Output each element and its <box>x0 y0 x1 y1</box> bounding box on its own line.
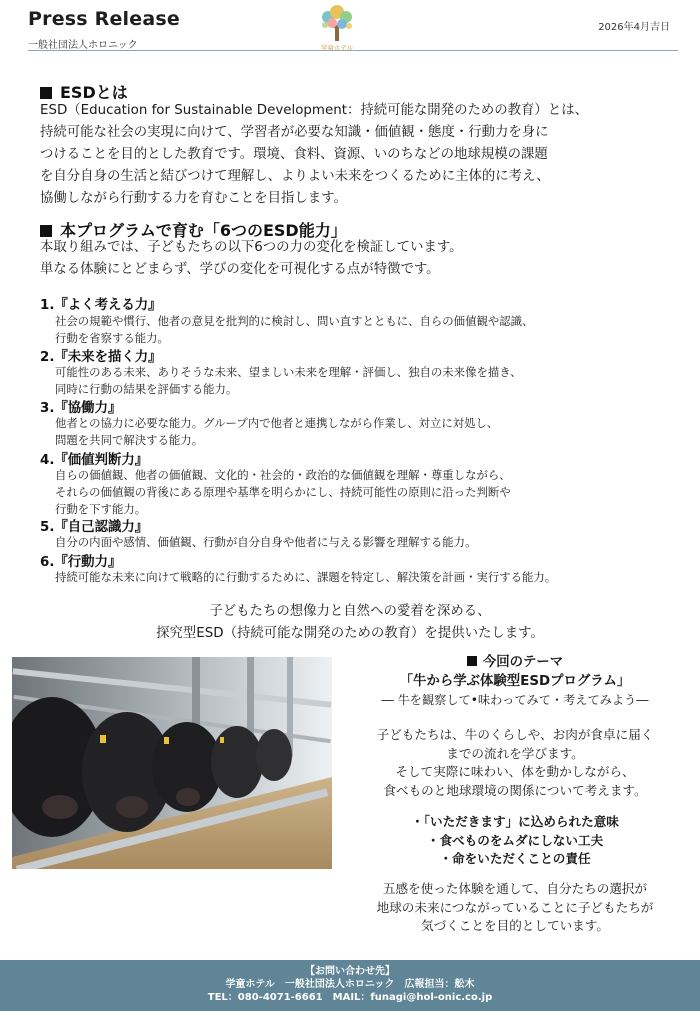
esd-line: 協働しながら行動する力を育むことを目指します。 <box>40 191 347 206</box>
org-name: 一般社団法人ホロニック <box>28 40 138 51</box>
theme-conclusion-line: 気づくことを目的としています。 <box>421 918 609 933</box>
ability-desc <box>55 415 675 449</box>
theme-label-text: 今回のテーマ <box>482 655 564 670</box>
program-paragraph <box>40 237 670 281</box>
cattle-photo-svg <box>12 657 332 869</box>
esd-line: 持続可能な社会の実現に向けて、学習者が必要な知識・価値観・態度・行動力を身に <box>40 125 549 140</box>
theme-point: ・命をいただくことの責任 <box>439 851 591 866</box>
closing-line: 探究型ESD（持続可能な開発のための教育）を提供いたします。 <box>156 626 544 641</box>
contact-footer <box>0 960 700 1011</box>
theme-point: ・「いただきます」に込められた意味 <box>411 814 619 829</box>
program-line: 本取り組みでは、子どもたちの以下6つの力の変化を検証しています。 <box>40 240 463 255</box>
esd-line: を自分自身の生活と結びつけて理解し、よりよい未来をつくるために主体的に考え、 <box>40 169 550 184</box>
ability-title: 6.『行動力』 <box>40 555 122 570</box>
theme-body-line: 子どもたちは、牛のくらしや、お肉が食卓に届く <box>376 727 654 742</box>
ability-desc <box>55 364 675 398</box>
theme-conclusion-line: 地球の未来につながっていることに子どもたちが <box>376 899 654 915</box>
theme-body <box>340 726 690 800</box>
esd-paragraph <box>40 100 670 210</box>
page-title: Press Release <box>28 8 180 30</box>
tree-logo-svg <box>314 3 360 45</box>
ability-desc-line: 行動を下す能力。 <box>55 502 147 516</box>
ability-desc-line: 同時に行動の結果を評価する能力。 <box>55 382 238 396</box>
program-line: 単なる体験にとどまらず、学びの変化を可視化する点が特徴です。 <box>40 262 440 277</box>
ability-desc-line: それらの価値観の背後にある原理や基準を明らかにし、持続可能性の原則に沿った判断や <box>55 485 511 499</box>
contact-tel-line[interactable]: TEL：080-4071-6661 MAIL：funagi@hol-onic.co.jp <box>207 992 493 1003</box>
ability-desc-line: 可能性のある未来、ありそうな未来、望ましい未来を理解・評価し、独自の未来像を描き、 <box>55 365 522 379</box>
ability-desc-line: 持続可能な未来に向けて戦略的に行動するために、課題を特定し、解決策を計画・実行する能力。 <box>55 570 557 584</box>
release-date: 2026年4月吉日 <box>598 22 670 33</box>
ability-desc-line: 問題を共同で解決する能力。 <box>55 433 204 447</box>
theme-points <box>340 813 690 869</box>
ability-desc <box>55 569 675 586</box>
theme-point: ・食べものをムダにしない工夫 <box>426 832 604 848</box>
ability-title: 2.『未来を描く力』 <box>40 350 162 365</box>
ability-desc-line: 行動を省察する能力。 <box>55 331 169 345</box>
ability-desc-line: 社会の規範や慣行、他者の意見を批判的に検討し、問い直すとともに、自らの価値観や認識、 <box>55 314 534 328</box>
closing-statement <box>40 601 660 645</box>
theme-conclusion <box>340 880 690 936</box>
esd-line: ESD（Education for Sustainable Development：持続可能な開発のための教育）とは、 <box>40 103 588 118</box>
theme-body-line: そして実際に味わい、体を動かしながら、 <box>395 764 635 779</box>
header <box>0 0 700 56</box>
theme-body-line: までの流れを学びます。 <box>446 745 584 761</box>
tree-logo-icon <box>314 3 360 53</box>
cattle-photo <box>12 657 332 869</box>
contact-label: 【お問い合わせ先】 <box>305 966 395 977</box>
esd-heading-text: ESDとは <box>60 83 128 102</box>
ability-desc <box>55 313 675 347</box>
ability-desc <box>55 467 675 518</box>
ability-desc-line: 自らの価値観、他者の価値観、文化的・社会的・政治的な価値観を理解・尊重しながら、 <box>55 468 511 482</box>
theme-conclusion-line: 五感を使った体験を通して、自分たちの選択が <box>382 881 648 896</box>
logo-text: 学童ホテル <box>320 44 354 52</box>
theme-section <box>340 653 690 710</box>
program-heading-text: 本プログラムで育む「6つのESD能力」 <box>60 221 347 240</box>
contact-org-line: 学童ホテル 一般社団法人ホロニック 広報担当：舩木 <box>225 979 475 990</box>
square-bullet-icon <box>40 87 52 99</box>
ability-title: 5.『自己認識力』 <box>40 520 149 535</box>
ability-desc-line: 他者との協力に必要な能力。グループ内で他者と連携しながら作業し、対立に対処し、 <box>55 416 499 430</box>
square-bullet-icon <box>467 656 477 666</box>
ability-desc <box>55 534 675 551</box>
theme-body-line: 食べものと地球環境の関係について考えます。 <box>383 782 647 798</box>
esd-line: つけることを目的とした教育です。環境、食料、資源、いのちなどの地球規模の課題 <box>40 147 548 162</box>
header-divider <box>28 50 678 51</box>
ability-title: 1.『よく考える力』 <box>40 298 162 313</box>
theme-title: 「牛から学ぶ体験型ESDプログラム」 <box>399 674 631 689</box>
square-bullet-icon <box>40 225 52 237</box>
theme-label <box>340 653 690 672</box>
ability-title: 3.『協働力』 <box>40 401 122 416</box>
theme-subtitle: ― 牛を観察して•味わってみて・考えてみよう― <box>381 693 649 707</box>
ability-title: 4.『価値判断力』 <box>40 453 149 468</box>
closing-line: 子どもたちの想像力と自然への愛着を深める、 <box>209 604 491 619</box>
ability-desc-line: 自分の内面や感情、価値観、行動が自分自身や他者に与える影響を理解する能力。 <box>55 535 477 549</box>
